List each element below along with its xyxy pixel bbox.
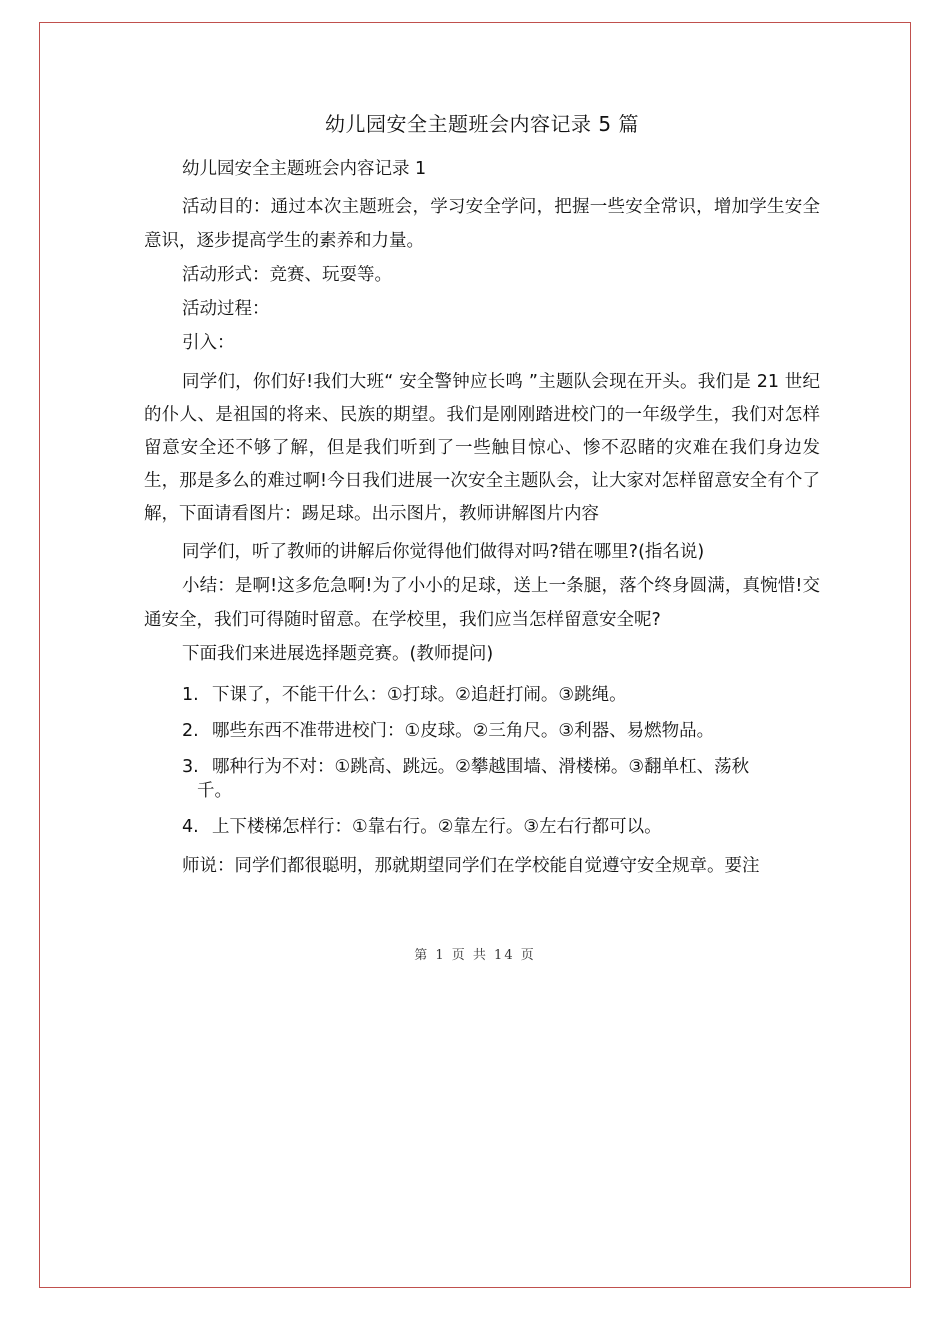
page-footer: 第 1 页 共 14 页 bbox=[414, 948, 536, 963]
quiz-item-text: 上下楼梯怎样行：①靠右行。②靠左行。③左右行都可以。 bbox=[212, 817, 662, 837]
quiz-item-number: 2. bbox=[182, 721, 199, 741]
paragraph-question: 同学们，听了教师的讲解后你觉得他们做得对吗?错在哪里?(指名说) bbox=[182, 542, 705, 562]
quiz-item-3 bbox=[144, 755, 820, 803]
document-title: 幼儿园安全主题班会内容记录 5 篇 bbox=[325, 112, 639, 136]
quiz-item-text: 下课了，不能干什么：①打球。②追赶打闹。③跳绳。 bbox=[212, 685, 627, 705]
quiz-item-text-wrap: 千。 bbox=[197, 781, 232, 801]
paragraph-intro-label: 引入： bbox=[182, 333, 235, 353]
paragraph-intro: 同学们，你们好!我们大班“ 安全警钟应长鸣 ”主题队会现在开头。我们是 21 世纪的仆人、是祖国的将来、民族的期望。我们是刚刚踏进校门的一年级学生，我们对怎样留意安全还不够了解，但是我们听到了一些触目惊心、惨不忍睹的灾难在我们身边发生，那是多么的难过啊!今日我们进展一次安全主题队会，让大家对怎样留意安全有个了解，下面请看图片：踢足球。出示图片，教师讲解图片内容 bbox=[144, 372, 820, 524]
document-body bbox=[144, 108, 820, 883]
quiz-item-number: 1. bbox=[182, 685, 199, 705]
quiz-item-text: 哪些东西不准带进校门：①皮球。②三角尺。③利器、易燃物品。 bbox=[212, 721, 715, 741]
paragraph-purpose: 活动目的：通过本次主题班会，学习安全学问，把握一些安全常识，增加学生安全意识，逐步提高学生的素养和力量。 bbox=[144, 197, 820, 251]
paragraph-closing: 师说：同学们都很聪明，那就期望同学们在学校能自觉遵守安全规章。要注 bbox=[182, 856, 760, 876]
section-heading: 幼儿园安全主题班会内容记录 1 bbox=[182, 159, 427, 179]
paragraph-summary: 小结：是啊!这多危急啊!为了小小的足球，送上一条腿，落个终身圆满，真惋惜!交通安全，我们可得随时留意。在学校里，我们应当怎样留意安全呢? bbox=[144, 576, 820, 630]
quiz-item-text: 哪种行为不对：①跳高、跳远。②攀越围墙、滑楼梯。③翻单杠、荡秋 bbox=[212, 757, 750, 777]
paragraph-form: 活动形式：竞赛、玩耍等。 bbox=[182, 265, 392, 285]
paragraph-process: 活动过程： bbox=[182, 299, 270, 319]
quiz-item-1 bbox=[144, 683, 820, 707]
quiz-item-number: 4. bbox=[182, 817, 199, 837]
quiz-item-4 bbox=[144, 815, 820, 839]
quiz-item-2 bbox=[144, 719, 820, 743]
paragraph-quiz-intro: 下面我们来进展选择题竞赛。(教师提问) bbox=[182, 644, 494, 664]
quiz-item-number: 3. bbox=[182, 757, 199, 777]
